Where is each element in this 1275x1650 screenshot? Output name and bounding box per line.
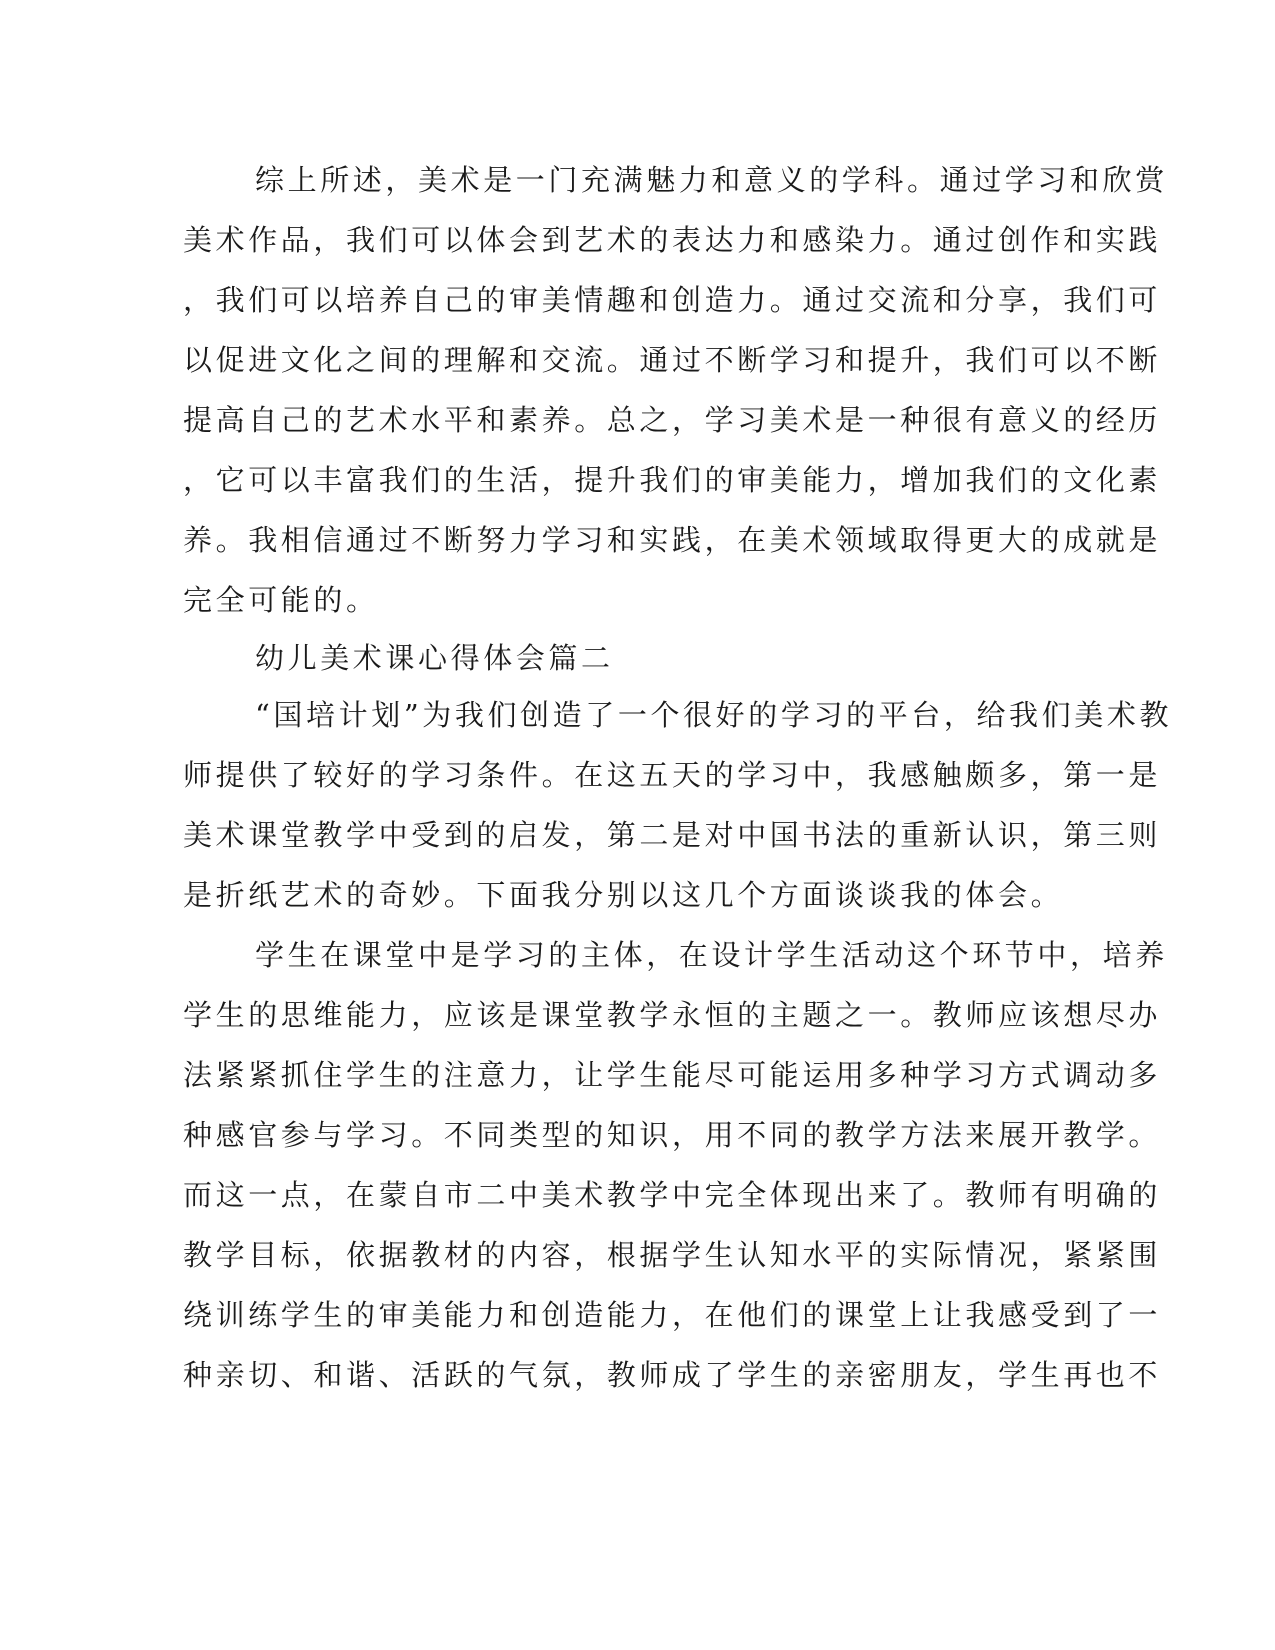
- paragraph-3-line: 而这一点，在蒙自市二中美术教学中完全体现出来了。教师有明确的: [183, 1178, 1162, 1212]
- paragraph-3-line: 学生在课堂中是学习的主体，在设计学生活动这个环节中，培养: [255, 938, 1168, 972]
- paragraph-3-line: 种亲切、和谐、活跃的气氛，教师成了学生的亲密朋友，学生再也不: [183, 1358, 1162, 1392]
- paragraph-3-line: 种感官参与学习。不同类型的知识，用不同的教学方法来展开教学。: [183, 1118, 1162, 1152]
- paragraph-1-line: ，它可以丰富我们的生活，提升我们的审美能力，增加我们的文化素: [183, 463, 1162, 497]
- paragraph-3-line: 学生的思维能力，应该是课堂教学永恒的主题之一。教师应该想尽办: [183, 998, 1162, 1032]
- paragraph-2-line: “国培计划”为我们创造了一个很好的学习的平台，给我们美术教: [255, 698, 1173, 732]
- paragraph-3-line: 法紧紧抓住学生的注意力，让学生能尽可能运用多种学习方式调动多: [183, 1058, 1162, 1092]
- section-heading: 幼儿美术课心得体会篇二: [255, 641, 614, 675]
- paragraph-1-line: 养。我相信通过不断努力学习和实践，在美术领域取得更大的成就是: [183, 523, 1162, 557]
- paragraph-3-line: 绕训练学生的审美能力和创造能力，在他们的课堂上让我感受到了一: [183, 1298, 1162, 1332]
- paragraph-1-line: ，我们可以培养自己的审美情趣和创造力。通过交流和分享，我们可: [183, 283, 1162, 317]
- paragraph-2-line: 师提供了较好的学习条件。在这五天的学习中，我感触颇多，第一是: [183, 758, 1162, 792]
- paragraph-1-line: 完全可能的。: [183, 583, 379, 617]
- paragraph-1-line: 提高自己的艺术水平和素养。总之，学习美术是一种很有意义的经历: [183, 403, 1162, 437]
- paragraph-1-line: 以促进文化之间的理解和交流。通过不断学习和提升，我们可以不断: [183, 343, 1162, 377]
- paragraph-1-line: 综上所述，美术是一门充满魅力和意义的学科。通过学习和欣赏: [255, 163, 1168, 197]
- paragraph-2-line: 是折纸艺术的奇妙。下面我分别以这几个方面谈谈我的体会。: [183, 878, 1064, 912]
- paragraph-1-line: 美术作品，我们可以体会到艺术的表达力和感染力。通过创作和实践: [183, 223, 1162, 257]
- paragraph-2-line: 美术课堂教学中受到的启发，第二是对中国书法的重新认识，第三则: [183, 818, 1162, 852]
- paragraph-3-line: 教学目标，依据教材的内容，根据学生认知水平的实际情况，紧紧围: [183, 1238, 1162, 1272]
